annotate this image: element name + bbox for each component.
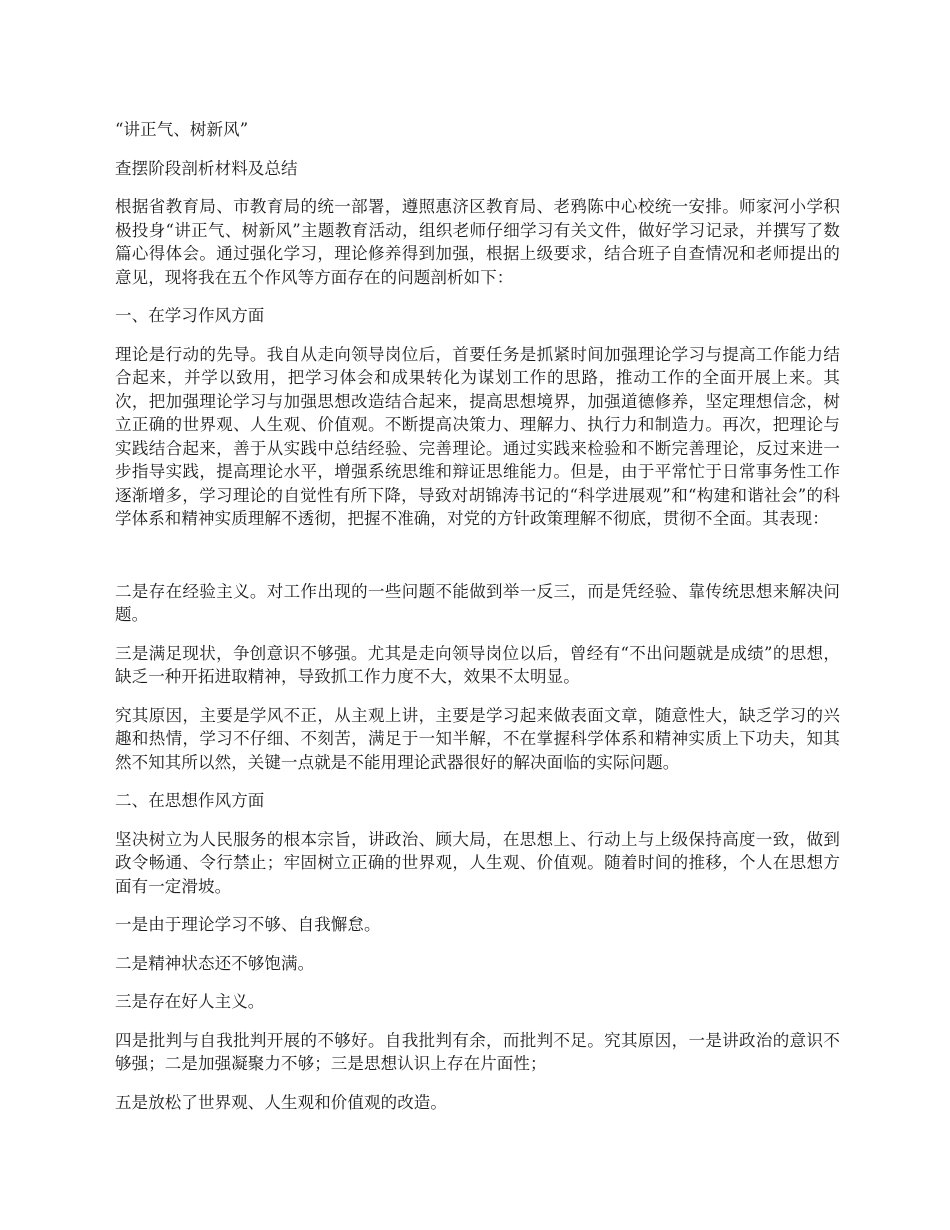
point-one: 一是由于理论学习不够、自我懈怠。 (115, 915, 381, 934)
study-style-paragraph: 理论是行动的先导。我自从走向领导岗位后，首要任务是抓紧时间加强理论学习与提高工作能力结合起来，并学以致用，把学习体会和成果转化为谋划工作的思路，推动工作的全面开展上来。其次，把加强理论学习与加强思想改造结合起来，提高思想境界，加强道德修养，坚定理想信念，树立正确的世界观、人生观、价值观。不断提高决策力、理解力、执行力和制造力。再次，把理论与实践结合起来，善于从实践中总结经验、完善理论。通过实践来检验和不断完善理论，反过来进一步指导实践，提高理论水平，增强系统思维和辩证思维能力。但是，由于平常忙于日常事务性工作逐渐增多，学习理论的自觉性有所下降，导致对胡锦涛书记的“科学进展观”和“构建和谐社会”的科学体系和精神实质理解不透彻，把握不准确，对党的方针政策理解不彻底，贯彻不全面。其表现： (115, 344, 840, 528)
point-experience: 二是存在经验主义。对工作出现的一些问题不能做到举一反三，而是凭经验、靠传统思想来解决问题。 (115, 581, 840, 624)
thought-style-paragraph: 坚决树立为人民服务的根本宗旨，讲政治、顾大局，在思想上、行动上与上级保持高度一致，做到政令畅通、令行禁止；牢固树立正确的世界观，人生观、价值观。随着时间的推移，个人在思想方面有一定滑坡。 (115, 829, 840, 896)
point-five: 五是放松了世界观、人生观和价值观的改造。 (115, 1092, 447, 1112)
cause-paragraph: 究其原因，主要是学风不正，从主观上讲，主要是学习起来做表面文章，随意性大，缺乏学习的兴趣和热情，学习不仔细、不刻苦，满足于一知半解，不在掌握科学体系和精神实质上下功夫，知其然不知其所以然，关键一点就是不能用理论武器很好的解决面临的实际问题。 (115, 705, 840, 772)
section-heading-thought-style: 二、在思想作风方面 (115, 791, 265, 810)
document-page (115, 118, 840, 1129)
point-three: 三是存在好人主义。 (115, 992, 265, 1011)
blank-space (115, 546, 840, 580)
intro-paragraph: 根据省教育局、市教育局的统一部署，遵照惠济区教育局、老鸦陈中心校统一安排。师家河小学积极投身“讲正气、树新风”主题教育活动，组织老师仔细学习有关文件，做好学习记录，并撰写了数篇心得体会。通过强化学习，理论修养得到加强，根据上级要求，结合班子自查情况和老师提出的意见，现将我在五个作风等方面存在的问题剖析如下： (115, 197, 840, 287)
document-subtitle: 查摆阶段剖析材料及总结 (115, 158, 298, 178)
document-title: “讲正气、树新风” (115, 120, 249, 139)
point-four: 四是批判与自我批判开展的不够好。自我批判有余，而批判不足。究其原因，一是讲政治的意识不够强；二是加强凝聚力不够；三是思想认识上存在片面性； (115, 1030, 840, 1073)
section-heading-study-style: 一、在学习作风方面 (115, 306, 265, 325)
point-satisfied: 三是满足现状，争创意识不够强。尤其是走向领导岗位以后，曾经有“不出问题就是成绩”的思想，缺乏一种开拓进取精神，导致抓工作力度不大，效果不太明显。 (115, 643, 840, 686)
point-two: 二是精神状态还不够饱满。 (115, 953, 315, 973)
